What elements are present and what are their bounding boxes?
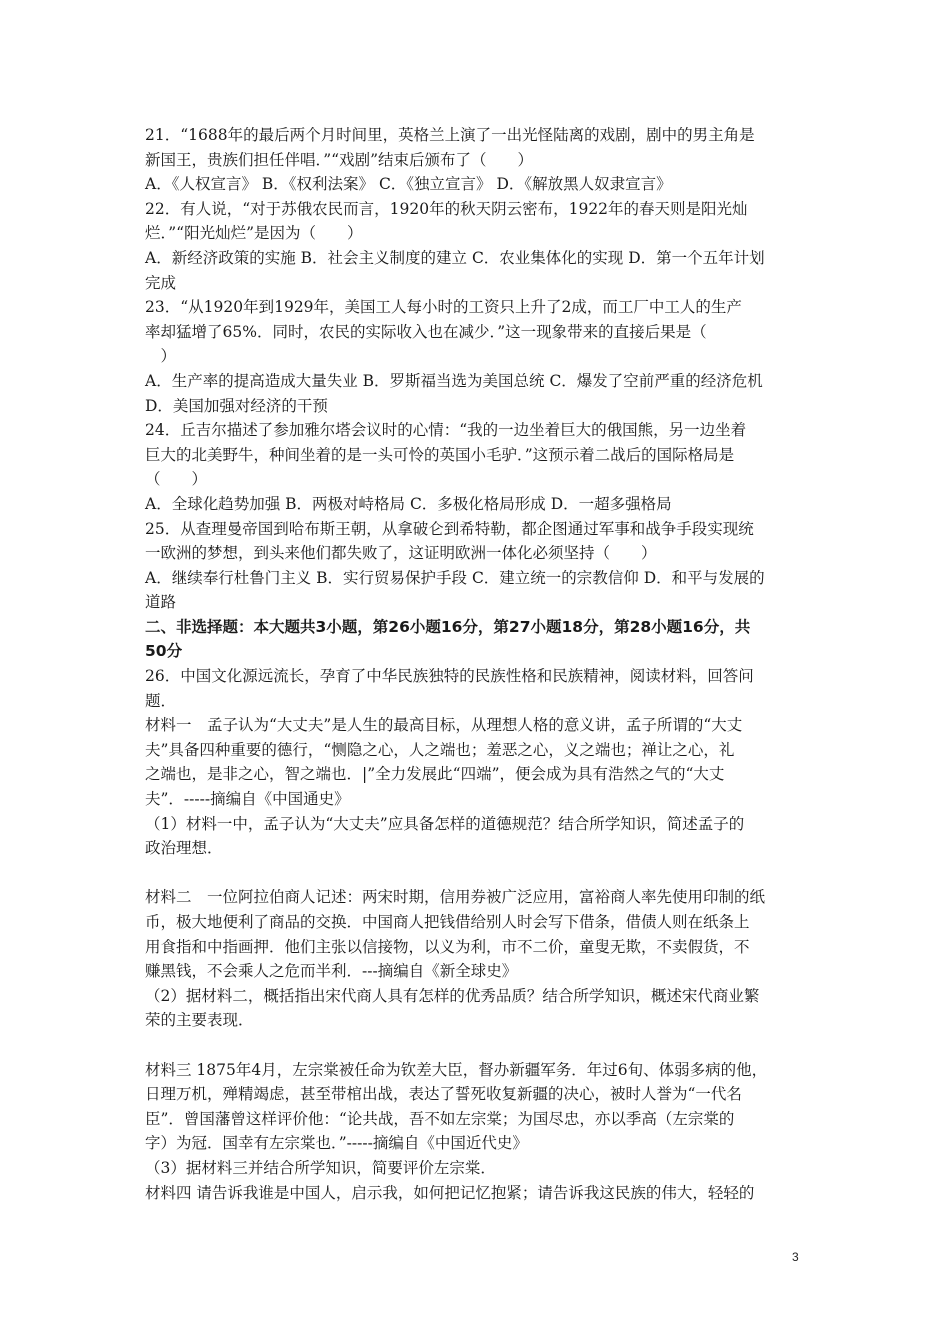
- text-line: （3）据材料三并结合所学知识，简要评价左宗棠．: [145, 1158, 496, 1177]
- text-line: A．继续奉行杜鲁门主义 B．实行贸易保护手段 C．建立统一的宗教信仰 D．和平与发展的: [145, 568, 765, 587]
- text-line: A．全球化趋势加强 B．两极对峙格局 C．多极化格局形成 D．一超多强格局: [145, 494, 672, 513]
- text-line: 用食指和中指画押．他们主张以信接物，以义为利，市不二价，童叟无欺，不卖假货，不: [145, 937, 750, 956]
- text-line: （ ）: [145, 470, 208, 489]
- page-number: 3: [792, 1250, 799, 1264]
- text-line: 荣的主要表现．: [145, 1011, 254, 1030]
- text-line: 烂．”“阳光灿烂”是因为（ ）: [145, 224, 363, 243]
- text-line: 25．从查理曼帝国到哈布斯王朝，从拿破仑到希特勒，都企图通过军事和战争手段实现统: [145, 519, 754, 538]
- text-line: 字）为冠．国幸有左宗棠也．”-----摘编自《中国近代史》: [145, 1134, 528, 1153]
- text-line: 材料二 一位阿拉伯商人记述：两宋时期，信用券被广泛应用，富裕商人率先使用印制的纸: [145, 888, 766, 907]
- text-line: D．美国加强对经济的干预: [145, 396, 328, 415]
- text-line: 夫”．-----摘编自《中国通史》: [145, 790, 350, 809]
- section-heading-line: 50分: [145, 642, 183, 661]
- text-line: ）: [145, 347, 177, 366]
- text-line: 臣”．曾国藩曾这样评价他：“论共战，吾不如左宗棠；为国尽忠，亦以季高（左宗棠的: [145, 1109, 735, 1128]
- text-line: A．《人权宣言》 B．《权利法案》 C．《独立宣言》 D．《解放黑人奴隶宣言》: [145, 175, 672, 194]
- text-line: 赚黑钱，不会乘人之危而半利．---摘编自《新全球史》: [145, 962, 518, 981]
- text-line: 完成: [145, 273, 177, 292]
- text-line: 夫”具备四种重要的德行，“恻隐之心，人之端也；羞恶之心，义之端也；禅让之心，礼: [145, 740, 735, 759]
- text-line: 24．丘吉尔描述了参加雅尔塔会议时的心情：“我的一边坐着巨大的俄国熊，另一边坐着: [145, 421, 747, 440]
- text-line: （2）据材料二，概括指出宋代商人具有怎样的优秀品质？结合所学知识，概述宋代商业繁: [145, 986, 760, 1005]
- text-line: 材料三 1875年4月，左宗棠被任命为钦差大臣，督办新疆军务．年过6旬、体弱多病的他，: [145, 1060, 768, 1079]
- text-line: 26．中国文化源远流长，孕育了中华民族独特的民族性格和民族精神，阅读材料，回答问: [145, 667, 754, 686]
- text-line: 政治理想．: [145, 839, 223, 858]
- text-line: 新国王，贵族们担任伴唱．”“戏剧”结束后颁布了（ ）: [145, 150, 534, 169]
- text-line: 材料四 请告诉我谁是中国人，启示我，如何把记忆抱紧；请告诉我这民族的伟大，轻轻的: [145, 1183, 755, 1202]
- text-line: 道路: [145, 593, 177, 612]
- text-line: 22．有人说，“对于苏俄农民而言，1920年的秋天阴云密布，1922年的春天则是阳光灿: [145, 199, 748, 218]
- text-line: A．生产率的提高造成大量失业 B．罗斯福当选为美国总统 C．爆发了空前严重的经济危机: [145, 371, 763, 390]
- blank-line: [145, 1033, 815, 1058]
- text-line: 之端也，是非之心，智之端也．|”全力发展此“四端”，便会成为具有浩然之气的“大丈: [145, 765, 725, 784]
- text-line: 一欧洲的梦想，到头来他们都失败了，这证明欧洲一体化必须坚持（ ）: [145, 544, 657, 563]
- text-line: 材料一 孟子认为“大丈夫”是人生的最高目标，从理想人格的意义讲，孟子所谓的“大丈: [145, 716, 743, 735]
- text-line: 日理万机，殚精竭虑，甚至带棺出战，表达了誓死收复新疆的决心，被时人誉为“一代名: [145, 1085, 742, 1104]
- blank-line: [145, 861, 815, 886]
- text-line: （1）材料一中，孟子认为“大丈夫”应具备怎样的道德规范？结合所学知识，简述孟子的: [145, 814, 745, 833]
- text-line: 币，极大地便利了商品的交换．中国商人把钱借给别人时会写下借条，借债人则在纸条上: [145, 913, 750, 931]
- section-heading-line: 二、非选择题：本大题共3小题，第26小题16分，第27小题18分，第28小题16分，共: [145, 617, 751, 636]
- text-line: 题．: [145, 691, 177, 710]
- text-line: 23．“从1920年到1929年，美国工人每小时的工资只上升了2成，而工厂中工人的生产: [145, 298, 742, 317]
- text-line: 率却猛增了65%．同时，农民的实际收入也在减少．”这一现象带来的直接后果是（: [145, 322, 707, 341]
- text-line: 21．“1688年的最后两个月时间里，英格兰上演了一出光怪陆离的戏剧，剧中的男主角是: [145, 126, 755, 144]
- document-body: [145, 123, 815, 1205]
- text-line: A．新经济政策的实施 B．社会主义制度的建立 C．农业集体化的实现 D．第一个五年计划: [145, 248, 765, 267]
- text-line: 巨大的北美野牛，种间坐着的是一头可怜的英国小毛驴．”这预示着二战后的国际格局是: [145, 445, 735, 464]
